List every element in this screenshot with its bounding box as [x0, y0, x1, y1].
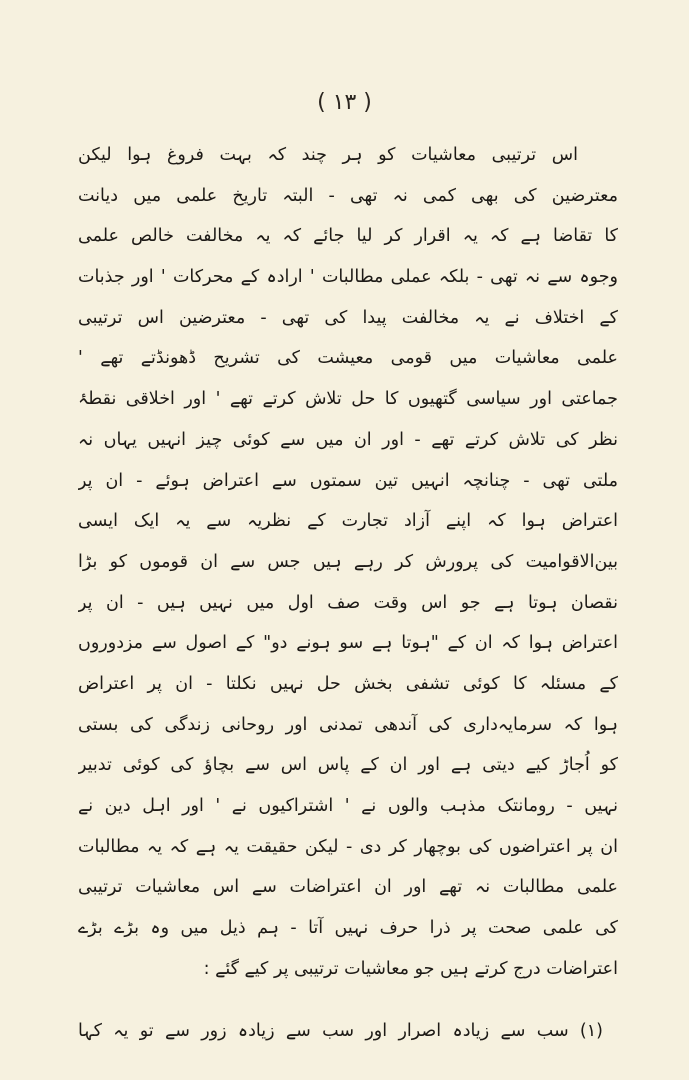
text-line: بین‌الاقوامیت کی پرورش کر رہے ہیں جس سے ان قوموں کو بڑا	[78, 551, 618, 572]
text-line: جماعتی اور سیاسی گتھیوں کا حل تلاش کرتے تھے ' اور اخلاقی نقطۂ	[78, 389, 618, 410]
text-line: اعتراض ہوا کہ ان کے "ہوتا ہے سو ہونے دو" کے اصول سے مزدوروں	[78, 633, 618, 654]
text-line: کی علمی صحت پر ذرا حرف نہیں آتا - ہم ذیل میں وہ بڑے بڑے	[78, 918, 618, 939]
text-line: کا تقاضا ہے کہ یہ اقرار کر لیا جائے کہ یہ مخالفت خالص علمی	[78, 226, 618, 247]
text-line: ملتی تھی - چنانچہ انہیں تین سمتوں سے اعتراض ہوئے - ان پر	[78, 470, 618, 491]
text-line: ہوا کہ سرمایہ‌داری کی آندھی تمدنی اور روحانی زندگی کی بستی	[78, 714, 618, 735]
text-line: کے مسئلہ کا کوئی تشفی بخش حل نہیں نکلتا - ان پر اعتراض	[78, 673, 618, 694]
text-line: اعتراض ہوا کہ اپنے آزاد تجارت کے نظریہ سے یہ ایک ایسی	[78, 511, 618, 532]
page-number: ( ۱۳ )	[317, 90, 372, 115]
text-line: معترضین کی بھی کمی نہ تھی - البتہ تاریخ علمی میں دیانت	[78, 185, 618, 206]
text-line: اس ترتیبی معاشیات کو ہر چند کہ بہت فروغ ہوا لیکن	[78, 145, 578, 165]
numbered-paragraph-start: (۱) سب سے زیادہ اصرار اور سب سے زیادہ زور سے تو یہ کہا	[78, 1021, 603, 1042]
text-line: کے اختلاف نے یہ مخالفت پیدا کی تھی - معترضین اس ترتیبی	[78, 307, 618, 328]
text-line: علمی مطالبات نہ تھے اور ان اعتراضات سے اس معاشیات ترتیبی	[78, 877, 618, 898]
text-line: ان پر اعتراضوں کی بوچھار کر دی - لیکن حقیقت یہ ہے کہ یہ مطالبات	[78, 836, 618, 857]
text-line: علمی معاشیات میں قومی معیشت کی تشریح ڈھونڈتے تھے '	[78, 348, 618, 369]
body-text	[78, 135, 618, 1052]
text-line: کو اُجاڑ کیے دیتی ہے اور ان کے پاس اس سے بچاؤ کی کوئی تدبیر	[78, 755, 618, 776]
text-line: نقصان ہوتا ہے جو اس وقت صف اول میں نہیں ہیں - ان پر	[78, 592, 618, 613]
text-line: نظر کی تلاش کرتے تھے - اور ان میں سے کوئی چیز انہیں یہاں نہ	[78, 429, 618, 450]
text-line: نہیں - رومانتک مذہب والوں نے ' اشتراکیوں نے ' اور اہل دین نے	[78, 796, 618, 816]
text-line: وجوہ سے نہ تھی - بلکہ عملی مطالبات ' ارادہ کے محرکات ' اور جذبات	[78, 267, 618, 288]
text-line: اعتراضات درج کرتے ہیں جو معاشیات ترتیبی پر کیے گئے :	[203, 958, 618, 979]
